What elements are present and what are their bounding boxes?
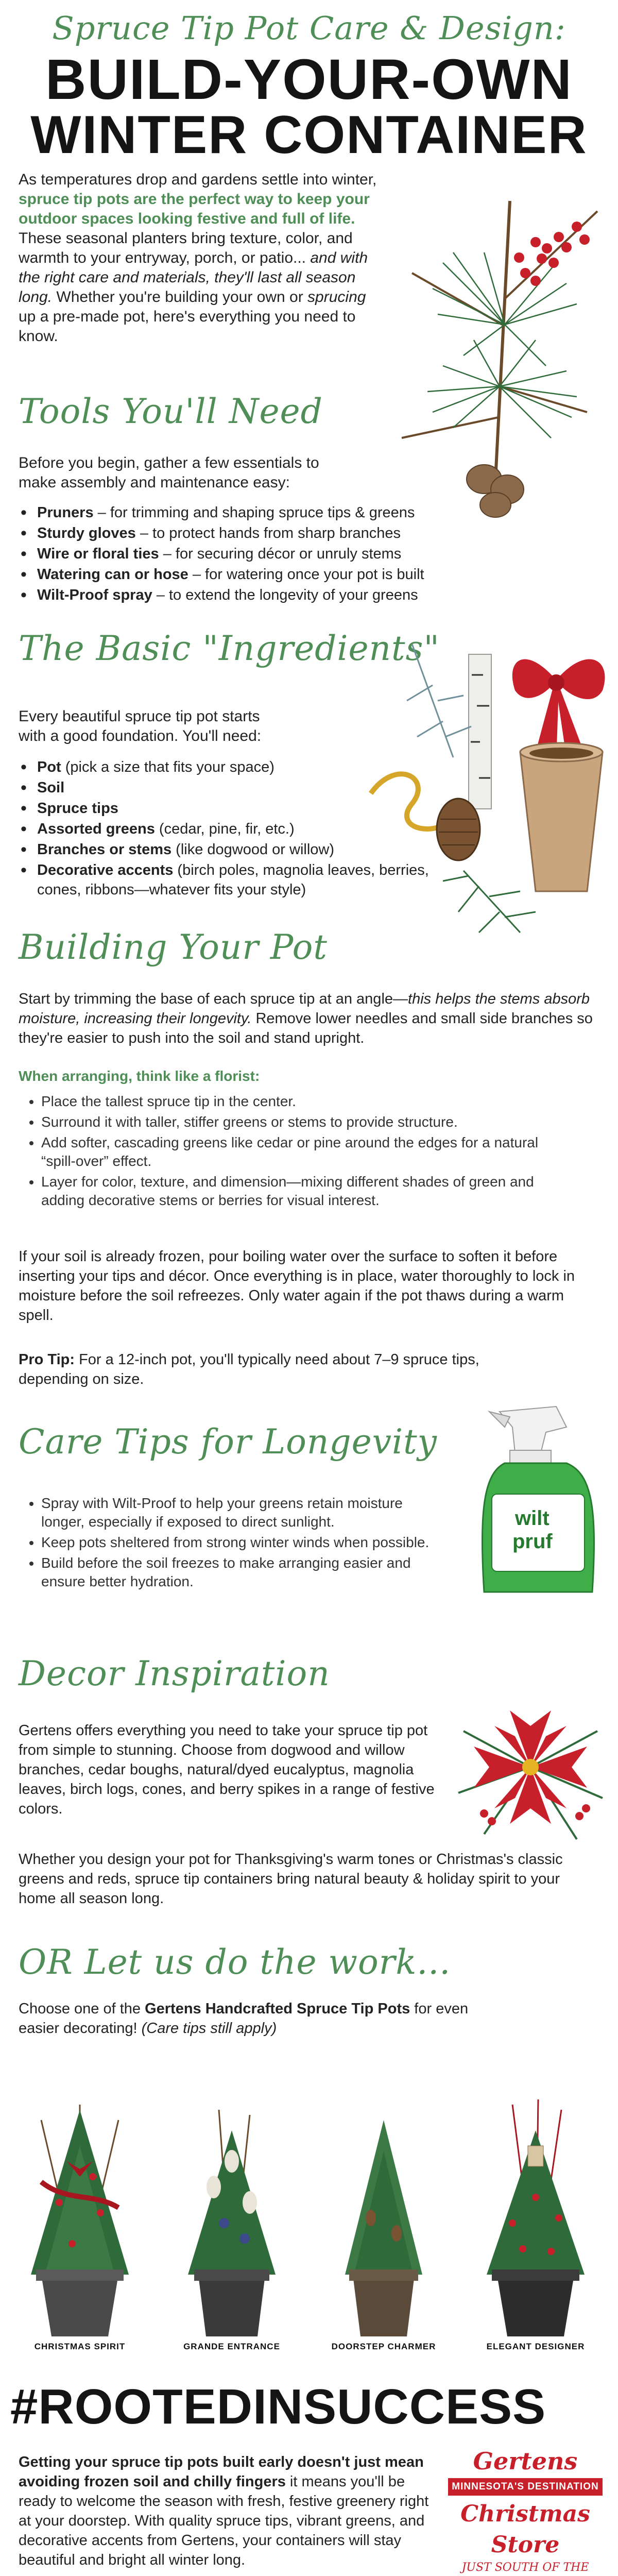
rooted-heading: #ROOTEDINSUCCESS: [10, 2379, 546, 2434]
building-paragraph: Start by trimming the base of each spruce tip at an angle—this helps the stems absorb moisture, increasing their longevity. Remove lower needles and small side branches so they're easier to push into the soil and stand upright.: [19, 991, 593, 1046]
work-heading: OR Let us do the work...: [19, 1942, 451, 1982]
pot-elegant-designer[interactable]: [466, 2099, 605, 2367]
list-item: • Wire or floral ties – for securing décor or unruly stems: [37, 544, 501, 564]
list-item: • Assorted greens (cedar, pine, fir, etc.): [37, 819, 459, 839]
list-item: • Build before the soil freezes to make arranging easier and ensure better hydration.: [41, 1554, 433, 1591]
care-heading: Care Tips for Longevity: [19, 1422, 437, 1462]
list-item: • Sturdy gloves – to protect hands from sharp branches: [37, 523, 501, 543]
work-paragraph: Choose one of the Gertens Handcrafted Spruce Tip Pots for even easier decorating! (Care tips still apply): [19, 2001, 469, 2037]
decor-paragraph-2: Whether you design your pot for Thanksgiving's warm tones or Christmas's classic greens and reds, spruce tip containers bring natural beauty & holiday spirit to your home all season long.: [19, 1851, 563, 1907]
intro-paragraph: As temperatures drop and gardens settle into winter, spruce tip pots are the perfect way to keep your outdoor spaces looking festive and full of life. These seasonal planters bring texture, color, and warmth to your entryway, porch, or patio... and with the right care and materials, they'll last all season long. Whether you're building your own or sprucing up a pre-made pot, here's everything you need to know.: [19, 171, 377, 345]
pot-doorstep-charmer[interactable]: [314, 2099, 453, 2367]
pot-christmas-spirit[interactable]: [10, 2099, 149, 2367]
title-line1: BUILD-YOUR-OWN: [45, 48, 573, 111]
frozen-soil-paragraph: If your soil is already frozen, pour boiling water over the surface to soften it before inserting your tips and décor. Once everything is in place, water thoroughly to lock in moisture before the soil refreezes. Only water again if the pot thaws during a warm spell.: [19, 1248, 575, 1324]
list-item: • Surround it with taller, stiffer greens or stems to provide structure.: [41, 1113, 566, 1131]
list-item: • Wilt-Proof spray – to extend the longevity of your greens: [37, 585, 501, 605]
pot-label: CHRISTMAS SPIRIT: [34, 2342, 126, 2351]
ingredients-intro: Every beautiful spruce tip pot starts with a good foundation. You'll need:: [19, 708, 262, 744]
pot-label: DOORSTEP CHARMER: [331, 2342, 436, 2351]
arranging-tips-list: [21, 1092, 566, 1212]
ingredients-heading: The Basic "Ingredients": [19, 629, 440, 668]
list-item: • Pruners – for trimming and shaping spruce tips & greens: [37, 503, 501, 522]
pot-christmas-spirit-image: [10, 2099, 149, 2342]
list-item: • Decorative accents (birch poles, magnolia leaves, berries, cones, ribbons—whatever fits your style): [37, 860, 459, 900]
tools-heading: Tools You'll Need: [19, 392, 323, 431]
decor-paragraph-1: Gertens offers everything you need to take your spruce tip pot from simple to stunning. Choose from dogwood and willow branches, cedar boughs, natural/dyed eucalyptus, magnolia leaves, birch logs, cones, and berry spikes in a range of festive colors.: [19, 1722, 435, 1817]
script-title: Spruce Tip Pot Care & Design:: [52, 9, 566, 47]
list-item: • Spruce tips: [37, 799, 459, 818]
pine-branch-illustration: [381, 170, 618, 531]
pot-grande-entrance[interactable]: [162, 2099, 301, 2367]
tools-intro: Before you begin, gather a few essentials to make assembly and maintenance easy:: [19, 454, 319, 491]
care-tips-list: [21, 1494, 433, 1593]
tools-list: [20, 503, 501, 606]
pot-ingredients-illustration: [350, 623, 618, 943]
pot-label: GRANDE ENTRANCE: [183, 2342, 280, 2351]
logo-store: Christmas Store: [460, 2501, 590, 2558]
rooted-paragraph: Getting your spruce tip pots built early doesn't just mean avoiding frozen soil and chilly fingers it means you'll be ready to welcome the season with fresh, festive greenery right at your doorstep. With quality spruce tips, vibrant greens, and decorative accents from Gertens, your containers will stay beautiful and bright all winter long.: [19, 2454, 429, 2568]
bottle-brand-text-2: pruf: [512, 1530, 553, 1553]
list-item: • Place the tallest spruce tip in the center.: [41, 1092, 566, 1111]
list-item: • Pot (pick a size that fits your space): [37, 757, 459, 777]
decor-heading: Decor Inspiration: [19, 1654, 330, 1693]
list-item: • Soil: [37, 778, 459, 798]
list-item: • Layer for color, texture, and dimension—mixing different shades of green and adding decorative stems or berries for visual interest.: [41, 1173, 566, 1210]
pot-elegant-designer-image: [466, 2099, 605, 2342]
poinsettia-illustration: [453, 1690, 608, 1844]
logo-brand: Gertens: [473, 2447, 578, 2475]
pot-doorstep-charmer-image: [314, 2099, 453, 2342]
pot-grande-entrance-image: [162, 2099, 301, 2342]
title-line2: WINTER CONTAINER: [30, 105, 588, 165]
list-item: • Add softer, cascading greens like cedar or pine around the edges for a natural “spill-over” effect.: [41, 1133, 566, 1171]
building-subheading: When arranging, think like a florist:: [19, 1068, 260, 1084]
gertens-christmas-logo: [443, 2447, 608, 2576]
list-item: • Spray with Wilt-Proof to help your greens retain moisture longer, especially if exposed to direct sunlight.: [41, 1494, 433, 1531]
logo-tagline: MINNESOTA'S DESTINATION: [448, 2478, 603, 2496]
bottle-brand-text-1: wilt: [515, 1507, 550, 1530]
list-item: • Watering can or hose – for watering once your pot is built: [37, 565, 501, 584]
logo-sub1: JUST SOUTH OF THE: [461, 2561, 589, 2574]
building-heading: Building Your Pot: [19, 927, 328, 967]
list-item: • Branches or stems (like dogwood or willow): [37, 840, 459, 859]
list-item: • Keep pots sheltered from strong winter winds when possible.: [41, 1533, 433, 1552]
pot-label: ELEGANT DESIGNER: [486, 2342, 585, 2351]
pro-tip: Pro Tip: For a 12-inch pot, you'll typically need about 7–9 spruce tips, depending on size.: [19, 1351, 479, 1387]
wilt-pruf-bottle-illustration: [469, 1396, 608, 1602]
